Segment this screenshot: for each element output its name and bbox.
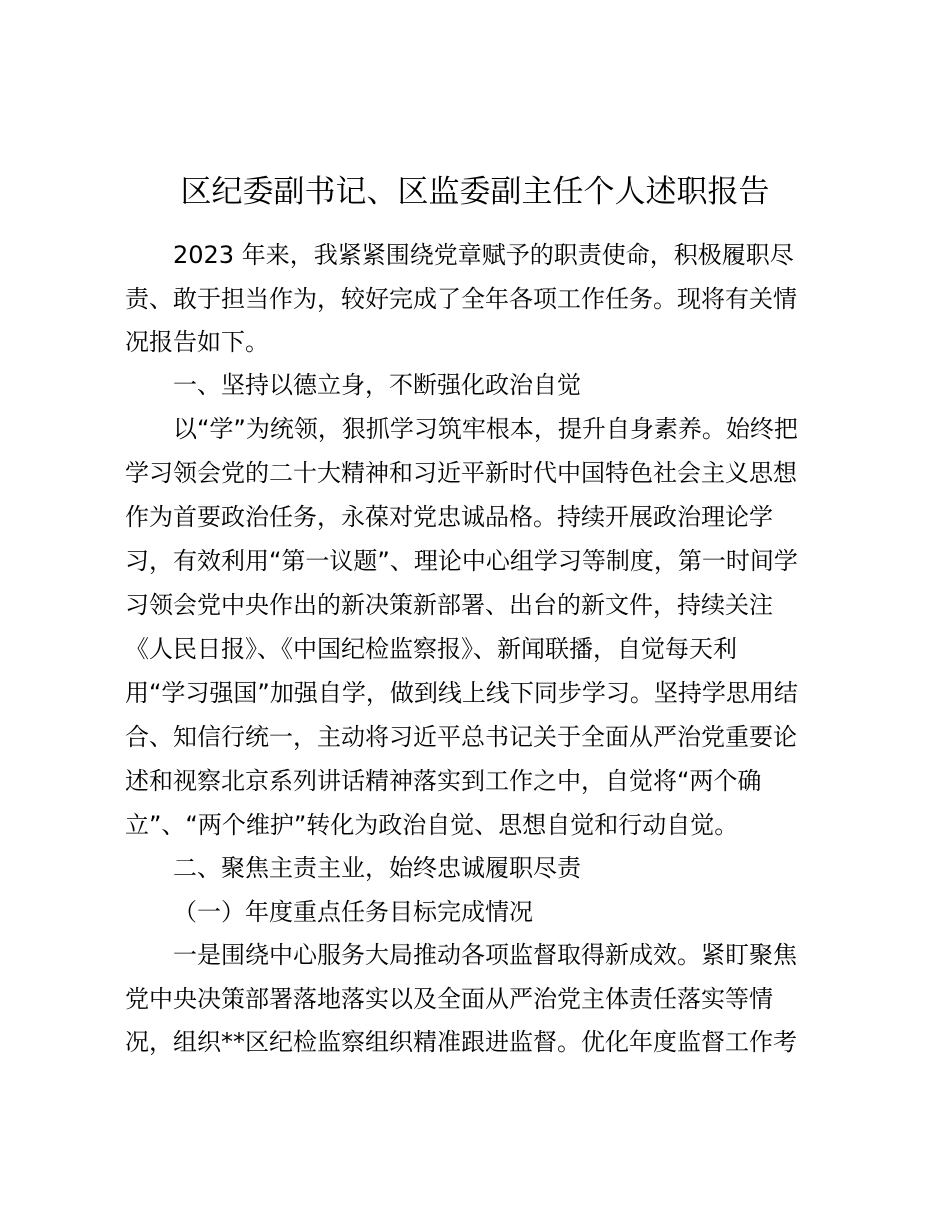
paragraph-line: 况，组织**区纪检监察组织精准跟进监督。优化年度监督工作考 (125, 1028, 797, 1056)
paragraph-line: 责、敢于担当作为，较好完成了全年各项工作任务。现将有关情 (125, 285, 797, 313)
paragraph-line: 《人民日报》、《中国纪检监察报》、新闻联播，自觉每天利 (125, 635, 737, 663)
paragraph-line: 习领会党中央作出的新决策新部署、出台的新文件，持续关注 (125, 591, 773, 619)
section-heading: 一、坚持以德立身，不断强化政治自觉 (173, 371, 581, 399)
paragraph-line: 况报告如下。 (125, 328, 269, 356)
document-title: 区纪委副书记、区监委副主任个人述职报告 (180, 174, 770, 210)
paragraph-line: 合、知信行统一，主动将习近平总书记关于全面从严治党重要论 (125, 723, 797, 751)
paragraph-line: 作为首要政治任务，永葆对党忠诚品格。持续开展政治理论学 (125, 503, 773, 531)
paragraph-line: 一是围绕中心服务大局推动各项监督取得新成效。紧盯聚焦 (173, 941, 797, 969)
paragraph-line: 立”、“两个维护”转化为政治自觉、思想自觉和行动自觉。 (125, 811, 739, 839)
paragraph-line: 2023 年来，我紧紧围绕党章赋予的职责使命，积极履职尽 (173, 241, 794, 269)
paragraph-line: 党中央决策部署落地落实以及全面从严治党主体责任落实等情 (125, 985, 773, 1013)
paragraph-line: 用“学习强国”加强自学，做到线上线下同步学习。坚持学思用结 (125, 679, 798, 707)
paragraph-line: 习，有效利用“第一议题”、理论中心组学习等制度，第一时间学 (125, 547, 798, 575)
paragraph-line: 述和视察北京系列讲话精神落实到工作之中，自觉将“两个确 (125, 767, 762, 795)
section-heading: 二、聚焦主责主业，始终忠诚履职尽责 (173, 854, 581, 882)
paragraph-line: 以“学”为统领，狠抓学习筑牢根本，提升自身素养。始终把 (173, 415, 798, 443)
subsection-heading: （一）年度重点任务目标完成情况 (173, 898, 533, 926)
paragraph-line: 学习领会党的二十大精神和习近平新时代中国特色社会主义思想 (125, 459, 797, 487)
